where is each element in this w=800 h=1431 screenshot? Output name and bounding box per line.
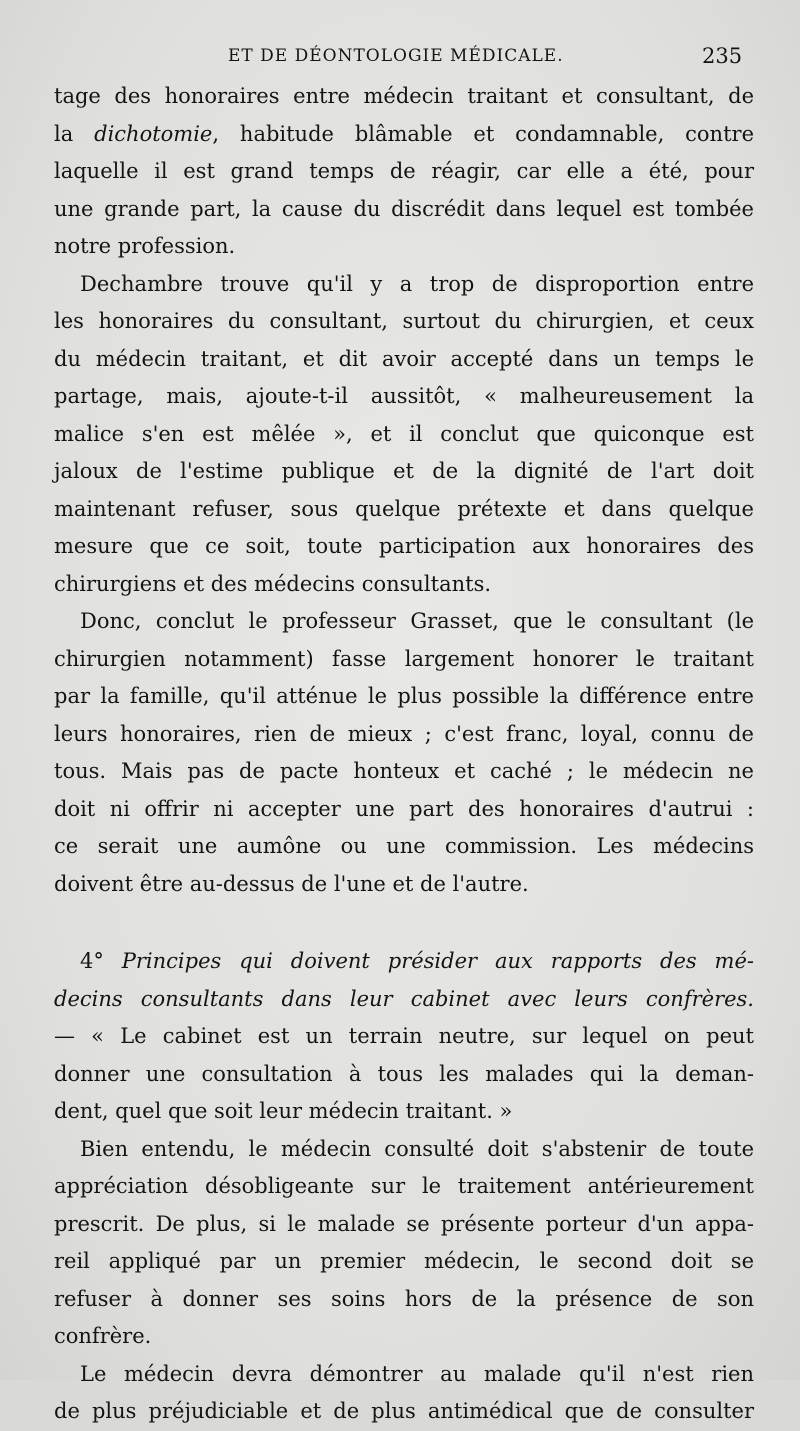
text-line: tage des honoraires entre médecin traitant et consultant, de [54,84,754,108]
text-line: de plus préjudiciable et de plus antimédical que de consulter [54,1399,754,1423]
text-line: les honoraires du consultant, surtout du chirurgien, et ceux [54,309,754,333]
running-head [0,40,800,74]
text-line: 4° Principes qui doivent présider aux rapports des mé- [80,949,754,973]
text-line: confrère. [54,1324,152,1348]
text-line [54,981,754,1019]
text-line: Dechambre trouve qu'il y a trop de disproportion entre [80,271,754,296]
text-line: prescrit. De plus, si le malade se présente porteur d'un appa- [54,1211,754,1236]
text-line: par la famille, qu'il atténue le plus possible la différence entre [54,684,754,708]
text-line: malice s'en est mêlée », et il conclut que quiconque est [54,421,754,446]
text-line: chirurgiens et des médecins consultants. [54,571,492,596]
page-body-text [54,78,754,1431]
text-line: mesure que ce soit, toute participation aux honoraires des [54,534,754,558]
text-line: dent, quel que soit leur médecin traitant. » [54,1099,513,1123]
text-line: donner une consultation à tous les malades qui la deman- [54,1061,754,1086]
text-line: notre profession. [54,234,236,258]
section-spacer [54,903,754,943]
text-line: appréciation désobligeante sur le traitement antérieurement [54,1174,754,1198]
italic-text: dichotomie [94,121,213,146]
text-line: laquelle il est grand temps de réagir, car elle a été, pour [54,159,754,183]
text-line: Bien entendu, le médecin consulté doit s'abstenir de toute [80,1136,754,1161]
text-line: leurs honoraires, rien de mieux ; c'est franc, loyal, connu de [54,721,754,746]
text-line: — « Le cabinet est un terrain neutre, sur lequel on peut [54,1024,754,1048]
text-line: doivent être au-dessus de l'une et de l'autre. [54,871,529,896]
text-line: refuser à donner ses soins hors de la présence de son [54,1286,754,1311]
text-line: chirurgien notamment) fasse largement honorer le traitant [54,646,754,671]
italic-text: Principes qui doivent présider aux rapports des mé- [121,949,754,973]
text-line: une grande part, la cause du discrédit dans lequel est tombée [54,196,754,221]
text-line: ce serait une aumône ou une commission. Les médecins [54,834,754,858]
text-line: Le médecin devra démontrer au malade qu'il n'est rien [80,1361,754,1386]
italic-text: decins consultants dans leur cabinet avec leurs confrères. [54,986,754,1011]
text-line: doit ni offrir ni accepter une part des honoraires d'autrui : [54,796,754,821]
text-line: la dichotomie, habitude blâmable et condamnable, contre [54,121,754,146]
text-line: jaloux de l'estime publique et de la dignité de l'art doit [54,459,754,483]
text-line: maintenant refuser, sous quelque prétexte et dans quelque [54,496,754,521]
text-line: Donc, conclut le professeur Grasset, que le consultant (le [80,609,754,633]
running-title: ET DE DÉONTOLOGIE MÉDICALE. [228,46,564,66]
text-line: reil appliqué par un premier médecin, le second doit se [54,1249,754,1273]
text-line: du médecin traitant, et dit avoir accepté dans un temps le [54,346,754,371]
text-line: tous. Mais pas de pacte honteux et caché ; le médecin ne [54,759,754,783]
page-number: 235 [702,44,743,68]
text-line: partage, mais, ajoute-t-il aussitôt, « malheureusement la [54,384,754,408]
